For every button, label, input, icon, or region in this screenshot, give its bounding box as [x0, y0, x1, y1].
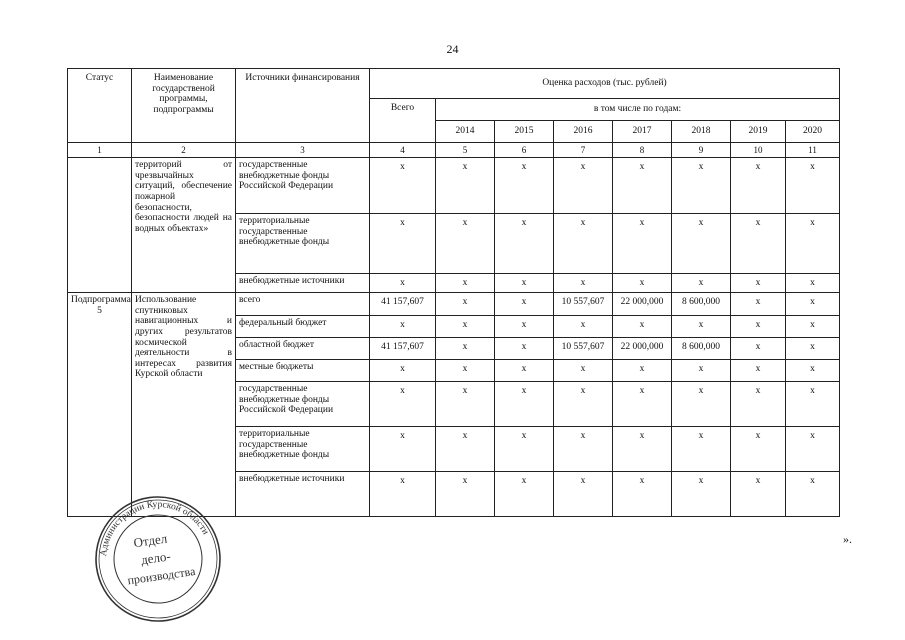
value-cell: x	[613, 214, 672, 274]
header-year: 2014	[436, 121, 495, 143]
value-cell: x	[731, 274, 786, 293]
value-cell: x	[786, 274, 840, 293]
value-cell: x	[786, 293, 840, 316]
value-cell: x	[436, 274, 495, 293]
header-year: 2016	[554, 121, 613, 143]
value-cell: x	[613, 472, 672, 517]
value-cell: x	[731, 382, 786, 427]
header-year: 2015	[495, 121, 554, 143]
value-cell: x	[613, 158, 672, 214]
column-number: 8	[613, 143, 672, 158]
value-cell: x	[554, 360, 613, 382]
value-cell: x	[436, 214, 495, 274]
column-number: 2	[132, 143, 236, 158]
header-total: Всего	[370, 99, 436, 143]
value-cell: 41 157,607	[370, 293, 436, 316]
header-program-name: Наименование государственой программы, подпрограммы	[132, 69, 236, 143]
value-cell: x	[554, 158, 613, 214]
value-cell: x	[370, 316, 436, 338]
value-cell: x	[672, 316, 731, 338]
column-number: 10	[731, 143, 786, 158]
column-number: 1	[68, 143, 132, 158]
value-cell: x	[554, 427, 613, 472]
value-cell: x	[370, 214, 436, 274]
value-cell: x	[672, 158, 731, 214]
table-row	[68, 158, 840, 214]
funding-source-cell: внебюджетные источники	[236, 274, 370, 293]
value-cell: x	[495, 472, 554, 517]
header-funding-sources: Источники финансирования	[236, 69, 370, 143]
value-cell: x	[672, 472, 731, 517]
value-cell: x	[672, 427, 731, 472]
value-cell: x	[731, 293, 786, 316]
funding-source-cell: федеральный бюджет	[236, 316, 370, 338]
column-number: 3	[236, 143, 370, 158]
value-cell: x	[495, 382, 554, 427]
value-cell: x	[613, 382, 672, 427]
value-cell: x	[436, 382, 495, 427]
value-cell: x	[731, 472, 786, 517]
funding-source-cell: областной бюджет	[236, 338, 370, 360]
value-cell: x	[370, 472, 436, 517]
page-number: 24	[446, 42, 459, 56]
funding-source-cell: местные бюджеты	[236, 360, 370, 382]
funding-source-cell: территориальные государственные внебюджетные фонды	[236, 214, 370, 274]
value-cell: x	[672, 360, 731, 382]
header-status: Статус	[68, 69, 132, 143]
svg-text:дело-: дело-	[140, 548, 172, 568]
funding-source-cell: государственные внебюджетные фонды Российской Федерации	[236, 382, 370, 427]
value-cell: 8 600,000	[672, 293, 731, 316]
column-number: 5	[436, 143, 495, 158]
closing-mark: ».	[843, 532, 852, 546]
value-cell: x	[495, 338, 554, 360]
value-cell: x	[436, 316, 495, 338]
value-cell: x	[436, 427, 495, 472]
table-row	[68, 293, 840, 316]
value-cell: x	[495, 274, 554, 293]
value-cell: x	[554, 316, 613, 338]
svg-text:Отдел: Отдел	[132, 530, 169, 551]
value-cell: x	[731, 427, 786, 472]
funding-source-cell: всего	[236, 293, 370, 316]
header-by-years: в том числе по годам:	[436, 99, 840, 121]
value-cell: x	[554, 472, 613, 517]
funding-source-cell: территориальные государственные внебюджетные фонды	[236, 427, 370, 472]
funding-source-cell: государственные внебюджетные фонды Российской Федерации	[236, 158, 370, 214]
value-cell: x	[554, 214, 613, 274]
value-cell: x	[495, 158, 554, 214]
svg-text:производства: производства	[126, 564, 197, 588]
column-number: 6	[495, 143, 554, 158]
value-cell: x	[672, 214, 731, 274]
value-cell: x	[436, 472, 495, 517]
header-year: 2017	[613, 121, 672, 143]
value-cell: x	[613, 316, 672, 338]
value-cell: 10 557,607	[554, 293, 613, 316]
budget-table	[67, 68, 840, 517]
value-cell: x	[786, 214, 840, 274]
value-cell: x	[731, 338, 786, 360]
value-cell: x	[731, 214, 786, 274]
header-year: 2019	[731, 121, 786, 143]
value-cell: 22 000,000	[613, 338, 672, 360]
value-cell: x	[613, 274, 672, 293]
program-name-cell: территорий от чрезвычайных ситуаций, обеспечение пожарной безопасности, безопасности людей на водных объектах»	[132, 158, 236, 293]
value-cell: x	[495, 214, 554, 274]
svg-text:Администрации Курской области: Администрации Курской области	[98, 499, 211, 557]
header-year: 2020	[786, 121, 840, 143]
value-cell: x	[786, 338, 840, 360]
value-cell: x	[370, 158, 436, 214]
value-cell: x	[731, 360, 786, 382]
program-name-cell: Использование спутниковых навигационных и других результатов космической деятельности в интересах развития Курской области	[132, 293, 236, 517]
column-number: 9	[672, 143, 731, 158]
value-cell: x	[731, 158, 786, 214]
value-cell: 41 157,607	[370, 338, 436, 360]
value-cell: x	[495, 360, 554, 382]
value-cell: x	[731, 316, 786, 338]
value-cell: x	[370, 360, 436, 382]
value-cell: x	[495, 293, 554, 316]
funding-source-cell: внебюджетные источники	[236, 472, 370, 517]
value-cell: x	[786, 472, 840, 517]
status-cell	[68, 158, 132, 293]
value-cell: x	[672, 274, 731, 293]
value-cell: x	[436, 360, 495, 382]
value-cell: x	[672, 382, 731, 427]
value-cell: 22 000,000	[613, 293, 672, 316]
column-number: 4	[370, 143, 436, 158]
value-cell: x	[786, 360, 840, 382]
value-cell: x	[554, 382, 613, 427]
value-cell: x	[495, 316, 554, 338]
value-cell: x	[436, 158, 495, 214]
header-cost-estimate: Оценка расходов (тыс. рублей)	[370, 69, 840, 99]
value-cell: x	[786, 316, 840, 338]
value-cell: x	[554, 274, 613, 293]
value-cell: x	[786, 158, 840, 214]
value-cell: x	[436, 338, 495, 360]
column-number: 11	[786, 143, 840, 158]
value-cell: x	[495, 427, 554, 472]
value-cell: 8 600,000	[672, 338, 731, 360]
value-cell: x	[613, 427, 672, 472]
value-cell: 10 557,607	[554, 338, 613, 360]
value-cell: x	[436, 293, 495, 316]
official-stamp	[93, 494, 223, 624]
value-cell: x	[613, 360, 672, 382]
header-year: 2018	[672, 121, 731, 143]
status-cell: Подпрограмма 5	[68, 293, 132, 517]
value-cell: x	[370, 427, 436, 472]
value-cell: x	[370, 382, 436, 427]
column-number: 7	[554, 143, 613, 158]
value-cell: x	[786, 427, 840, 472]
value-cell: x	[786, 382, 840, 427]
value-cell: x	[370, 274, 436, 293]
